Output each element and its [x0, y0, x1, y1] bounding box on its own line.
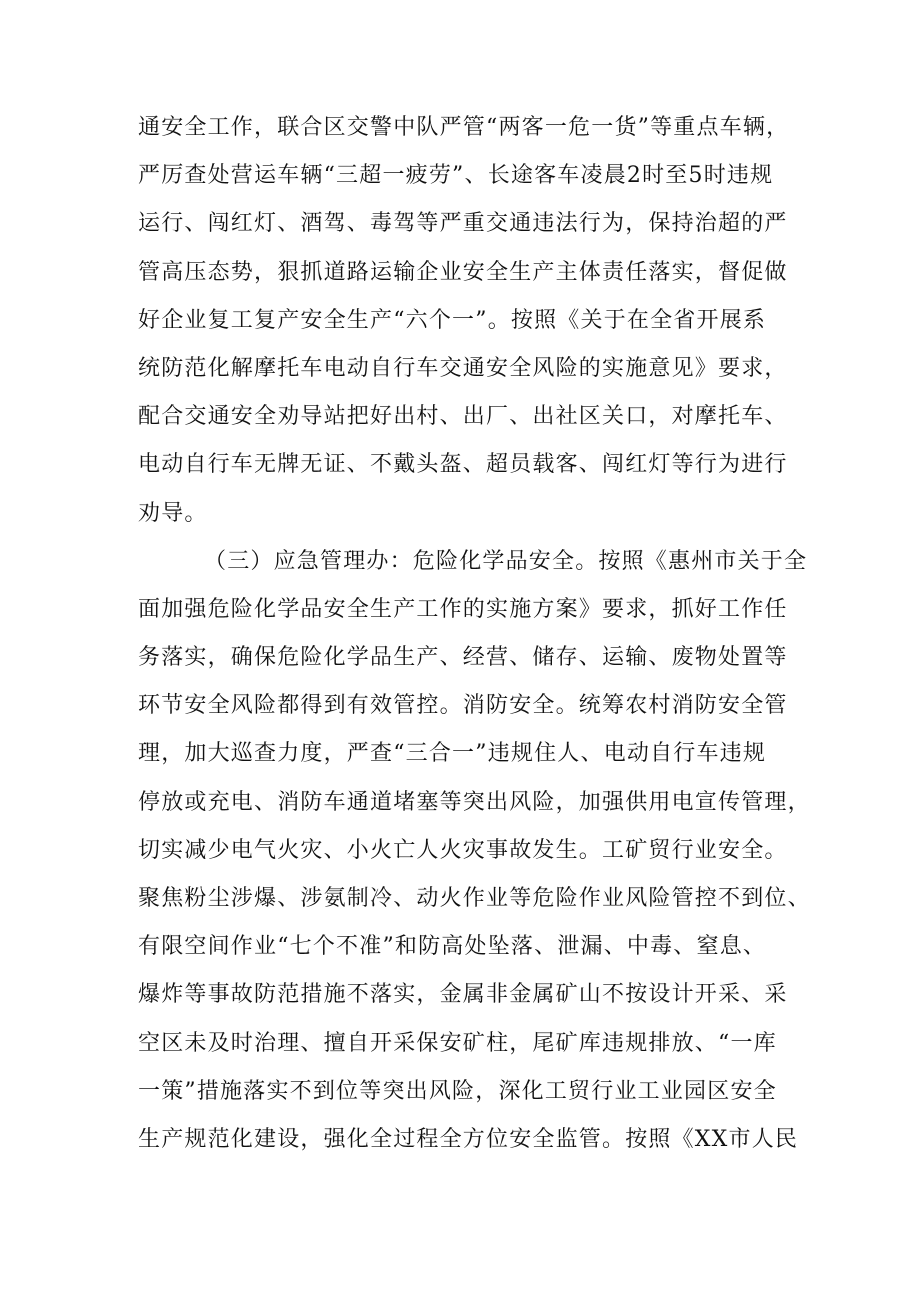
text-line: 严厉查处营运车辆“三超一疲劳”、长途客车凌晨2时至5时违规: [138, 163, 774, 189]
text-line: （三）应急管理办：危险化学品安全。按照《惠州市关于全: [204, 548, 808, 574]
text-line: 空区未及时治理、擅自开采保安矿柱，尾矿库违规排放、“一库: [138, 1030, 777, 1056]
text-line: 运行、闯红灯、酒驾、毒驾等严重交通违法行为，保持治超的严: [138, 211, 788, 237]
text-line: 务落实，确保危险化学品生产、经营、储存、运输、废物处置等: [138, 645, 788, 671]
text-line: 劝导。: [138, 500, 208, 526]
text-line: 生产规范化建设，强化全过程全方位安全监管。按照《XX市人民: [138, 1126, 799, 1152]
text-line: 配合交通安全劝导站把好出村、出厂、出社区关口，对摩托车、: [138, 404, 788, 430]
text-line: 停放或充电、消防车通道堵塞等突出风险，加强供用电宣传管理，: [138, 789, 811, 815]
text-line: 统防范化解摩托车电动自行车交通安全风险的实施意见》要求，: [138, 355, 788, 381]
text-line: 通安全工作，联合区交警中队严管“两客一危一货”等重点车辆，: [138, 115, 790, 140]
text-line: 聚焦粉尘涉爆、涉氨制冷、动火作业等危险作业风险管控不到位、: [138, 886, 811, 911]
text-line: 电动自行车无牌无证、不戴头盔、超员载客、闯红灯等行为进行: [138, 452, 788, 478]
text-line: 好企业复工复产安全生产“六个一”。按照《关于在全省开展系: [138, 307, 767, 333]
text-line: 环节安全风险都得到有效管控。消防安全。统筹农村消防安全管: [138, 693, 788, 719]
text-line: 切实减少电气火灾、小火亡人火灾事故发生。工矿贸行业安全。: [138, 837, 788, 863]
text-line: 理，加大巡查力度，严查“三合一”违规住人、电动自行车违规: [138, 741, 767, 767]
text-line: 有限空间作业“七个不准”和防高处坠落、泄漏、中毒、窒息、: [138, 934, 767, 960]
text-line: 面加强危险化学品安全生产工作的实施方案》要求，抓好工作任: [138, 596, 788, 622]
text-line: 管高压态势，狠抓道路运输企业安全生产主体责任落实，督促做: [138, 259, 788, 285]
text-line: 一策”措施落实不到位等突出风险，深化工贸行业工业园区安全: [138, 1078, 777, 1104]
body-text: [138, 104, 811, 1164]
text-line: 爆炸等事故防范措施不落实，金属非金属矿山不按设计开采、采: [138, 982, 788, 1008]
